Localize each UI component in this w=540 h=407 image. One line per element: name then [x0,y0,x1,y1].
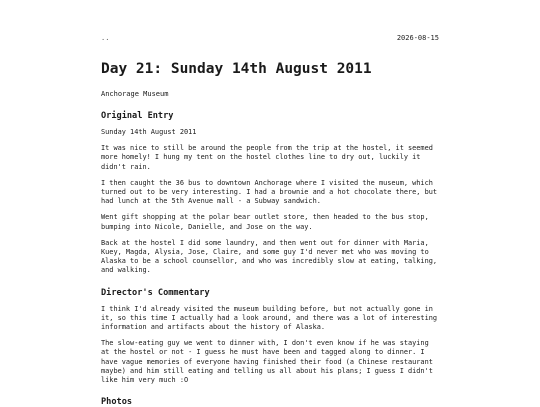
original-entry-paragraph: Went gift shopping at the polar bear outlet store, then headed to the bus stop, bumping into Nicole, Danielle, and Jose on the way. [101,213,429,231]
page-title: Day 21: Sunday 14th August 2011 [101,61,372,77]
directors-commentary-heading: Director's Commentary [101,287,210,298]
top-bar [101,0,439,48]
original-entry-paragraph: I then caught the 36 bus to downtown Anchorage where I visited the museum, which turned out to be very interesting. I had a brownie and a hot chocolate there, but had lunch at the 5th Avenue mall - a Subway sandwich. [101,178,438,206]
article-container [101,0,439,407]
commentary-paragraph: I think I'd already visited the museum building before, but not actually gone in it, so this time I actually had a look around, and there was a lot of interesting information and artifacts about the history of Alaska. [101,304,438,332]
page-subtitle: Anchorage Museum [101,90,169,98]
photos-heading: Photos [101,397,133,407]
commentary-paragraph: The slow-eating guy we went to dinner with, I don't even know if he was staying at the hostel or not - I guess he must have been and tagged along to dinner. I have vague memories of everyone having finished their food (a Chinese restaurant maybe) and him still eating and telling us all about his plans; I guess I didn't like him very much :O [101,339,433,385]
original-entry-heading: Original Entry [101,111,174,121]
parent-directory-link[interactable]: .. [101,34,110,42]
page-date: 2026-08-15 [396,34,439,42]
original-entry-date: Sunday 14th August 2011 [101,128,197,136]
original-entry-paragraph: It was nice to still be around the people from the trip at the hostel, it seemed more homely! I hung my tent on the hostel clothes line to dry out, luckily it didn't rain. [101,144,433,171]
original-entry-paragraph: Back at the hostel I did some laundry, and then went out for dinner with Maria, Kuey, Magda, Alysia, Jose, Claire, and some guy I'd never met who was moving to Alaska to be a school counsellor, and who was incredibly slow at eating, talking, and walking. [101,238,438,275]
